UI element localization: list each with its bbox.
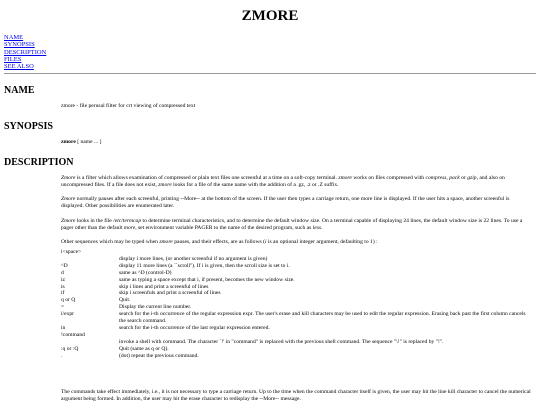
command-description: search for the i-th occurrence of the regular expression expr. The user's erase and kill characters may be used to edit the regular expression. Erasing back past the first column cancels the search command. (119, 311, 526, 325)
command-description: Display the current line number. (119, 304, 192, 311)
command-description: (dot) repeat the previous command. (119, 352, 199, 359)
horizontal-rule (4, 73, 536, 74)
command-key: q or Q (61, 297, 76, 304)
description-paragraph-1: Zmore is a filter which allows examination of compressed or plain text files one screenful at a time on a soft-copy terminal. zmore works on files compressed with compress, pack or gzip, and also on uncompressed files. If a file does not exist, zmore looks for a file of the same name with the addition of a .gz, .z or .Z suffix. (61, 175, 505, 188)
command-item (61, 249, 531, 263)
command-item (61, 311, 531, 325)
toc-link-see-also[interactable]: SEE ALSO (4, 63, 34, 71)
command-item (61, 263, 531, 270)
command-list (61, 249, 531, 360)
command-item (61, 270, 531, 277)
section-heading-description: DESCRIPTION (4, 157, 74, 168)
page-title: ZMORE (241, 8, 299, 24)
command-item (61, 353, 531, 360)
command-item (61, 325, 531, 332)
command-key: = (61, 304, 65, 311)
command-item (61, 290, 531, 297)
command-description: skip i lines and print a screenful of lines (119, 283, 209, 290)
toc-link-synopsis[interactable]: SYNOPSIS (4, 41, 35, 49)
command-description: Quit (same as q or Q). (119, 345, 169, 352)
synopsis-args: [ name ... ] (75, 139, 102, 145)
command-item (61, 277, 531, 284)
toc-link-description[interactable]: DESCRIPTION (4, 48, 47, 56)
command-description: Quit. (119, 297, 131, 304)
synopsis-text (61, 139, 531, 146)
command-item (61, 332, 531, 346)
command-item (61, 346, 531, 353)
synopsis-command: zmore (61, 139, 76, 145)
toc-link-name[interactable]: NAME (4, 34, 24, 41)
command-key: ^D (61, 262, 68, 269)
command-description: skip i screenfuls and print a screenful of lines (119, 290, 221, 297)
command-description: same as ^D (control-D) (119, 269, 172, 276)
command-description: display 11 more lines (a ``scroll''). If i is given, then the scroll size is set to i. (119, 262, 290, 269)
description-paragraph-2: Zmore normally pauses after each screenful, printing --More-- at the bottom of the screen. If the user then types a carriage return, one more line is displayed. If the user hits a space, another screenful is displayed. Other possibilities are enumerated later. (61, 196, 510, 209)
command-description: search for the i-th occurrence of the last regular expression entered. (119, 324, 270, 331)
description-paragraph-5: The commands take effect immediately, i.e., it is not necessary to type a carriage return. Up to the time when the command character itself is given, the user may hit the line kill character to cancel the numerical argument being formed. In addition, the user may hit the erase character to redisplay the --More-- message. (61, 389, 531, 402)
section-heading-name: NAME (4, 85, 35, 96)
command-key: iz (61, 276, 66, 283)
command-description: display i more lines, (or another screenful if no argument is given) (119, 255, 268, 262)
command-description: same as typing a space except that i, if present, becomes the new window size. (119, 276, 295, 283)
table-of-contents (4, 34, 46, 70)
toc-link-files[interactable]: FILES (4, 55, 22, 63)
section-heading-synopsis: SYNOPSIS (4, 121, 53, 132)
command-key: :q or :Q (61, 345, 79, 352)
name-text: zmore - file perusal filter for crt viewing of compressed text (61, 103, 196, 109)
command-description: invoke a shell with command. The character `!' in "command" is replaced with the previous shell command. The sequence "\!" is replaced by "!". (119, 338, 444, 345)
description-paragraph-4: Other sequences which may be typed when zmore pauses, and their effects, are as follows (i is an optional integer argument, defaulting to 1) : (61, 239, 378, 245)
command-key: d (61, 269, 64, 276)
command-item (61, 297, 531, 304)
command-key: !command (61, 331, 85, 338)
command-key: i<space> (61, 249, 82, 255)
command-key: . (61, 352, 63, 359)
command-key: is (61, 283, 65, 290)
command-key: i/expr (61, 311, 75, 318)
command-key: if (61, 290, 65, 297)
command-key: in (61, 324, 66, 331)
description-paragraph-3: Zmore looks in the file /etc/termcap to determine terminal characteristics, and to determine the default window size. On a terminal capable of displaying 24 lines, the default window size is 22 lines. To use a pager other than the default more, set environment variable PAGER to the name of the desired program, such as less. (61, 218, 523, 231)
